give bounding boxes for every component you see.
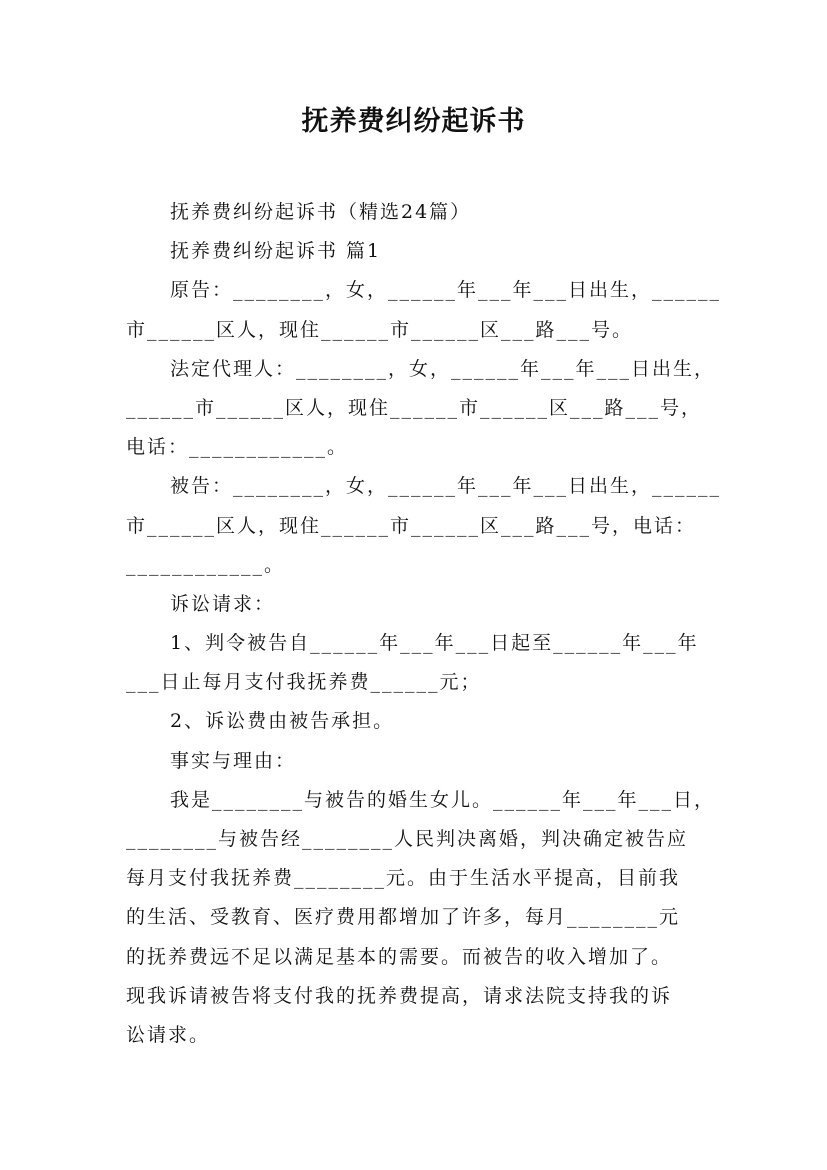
text-line: 讼请求。 (126, 1023, 211, 1046)
text-line: ____________。 (126, 553, 286, 576)
text-line: 市______区人，现住______市______区___路___号，电话： (126, 514, 697, 537)
text-line: 现我诉请被告将支付我的抚养费提高，请求法院支持我的诉 (126, 984, 673, 1007)
document-body (126, 193, 722, 1055)
text-line: 抚养费纠纷起诉书 篇1 (170, 240, 382, 263)
text-line: ___日止每月支付我抚养费______元； (126, 671, 482, 694)
text-line: 的生活、受教育、医疗费用都增加了许多，每月________元 (126, 906, 681, 929)
text-line: ______市______区人，现住______市______区___路___号， (126, 396, 703, 419)
text-line: 我是________与被告的婚生女儿。______年___年___日， (170, 788, 716, 811)
text-line: 的抚养费远不足以满足基本的需要。而被告的收入增加了。 (126, 945, 673, 968)
text-line: 被告：________，女，______年___年___日出生，______ (170, 475, 722, 498)
text-line: 电话：____________。 (126, 436, 349, 459)
text-line: 2、诉讼费由被告承担。 (170, 710, 395, 733)
text-line: 1、判令被告自______年___年___日起至______年___年 (170, 632, 699, 655)
text-line: ________与被告经________人民判决离婚，判决确定被告应 (126, 828, 689, 850)
document-title: 抚养费纠纷起诉书 (301, 106, 526, 137)
text-line: 事实与理由： (170, 749, 297, 772)
text-line: 抚养费纠纷起诉书（精选24篇） (170, 201, 472, 223)
text-line: 原告：________，女，______年___年___日出生，______ (170, 279, 722, 302)
text-line: 法定代理人：________，女，______年___年___日出生， (170, 357, 716, 380)
text-line: 诉讼请求： (170, 592, 276, 615)
text-line: 市______区人，现住______市______区___路___号。 (126, 318, 634, 341)
text-line: 每月支付我抚养费________元。由于生活水平提高，目前我 (126, 867, 681, 890)
